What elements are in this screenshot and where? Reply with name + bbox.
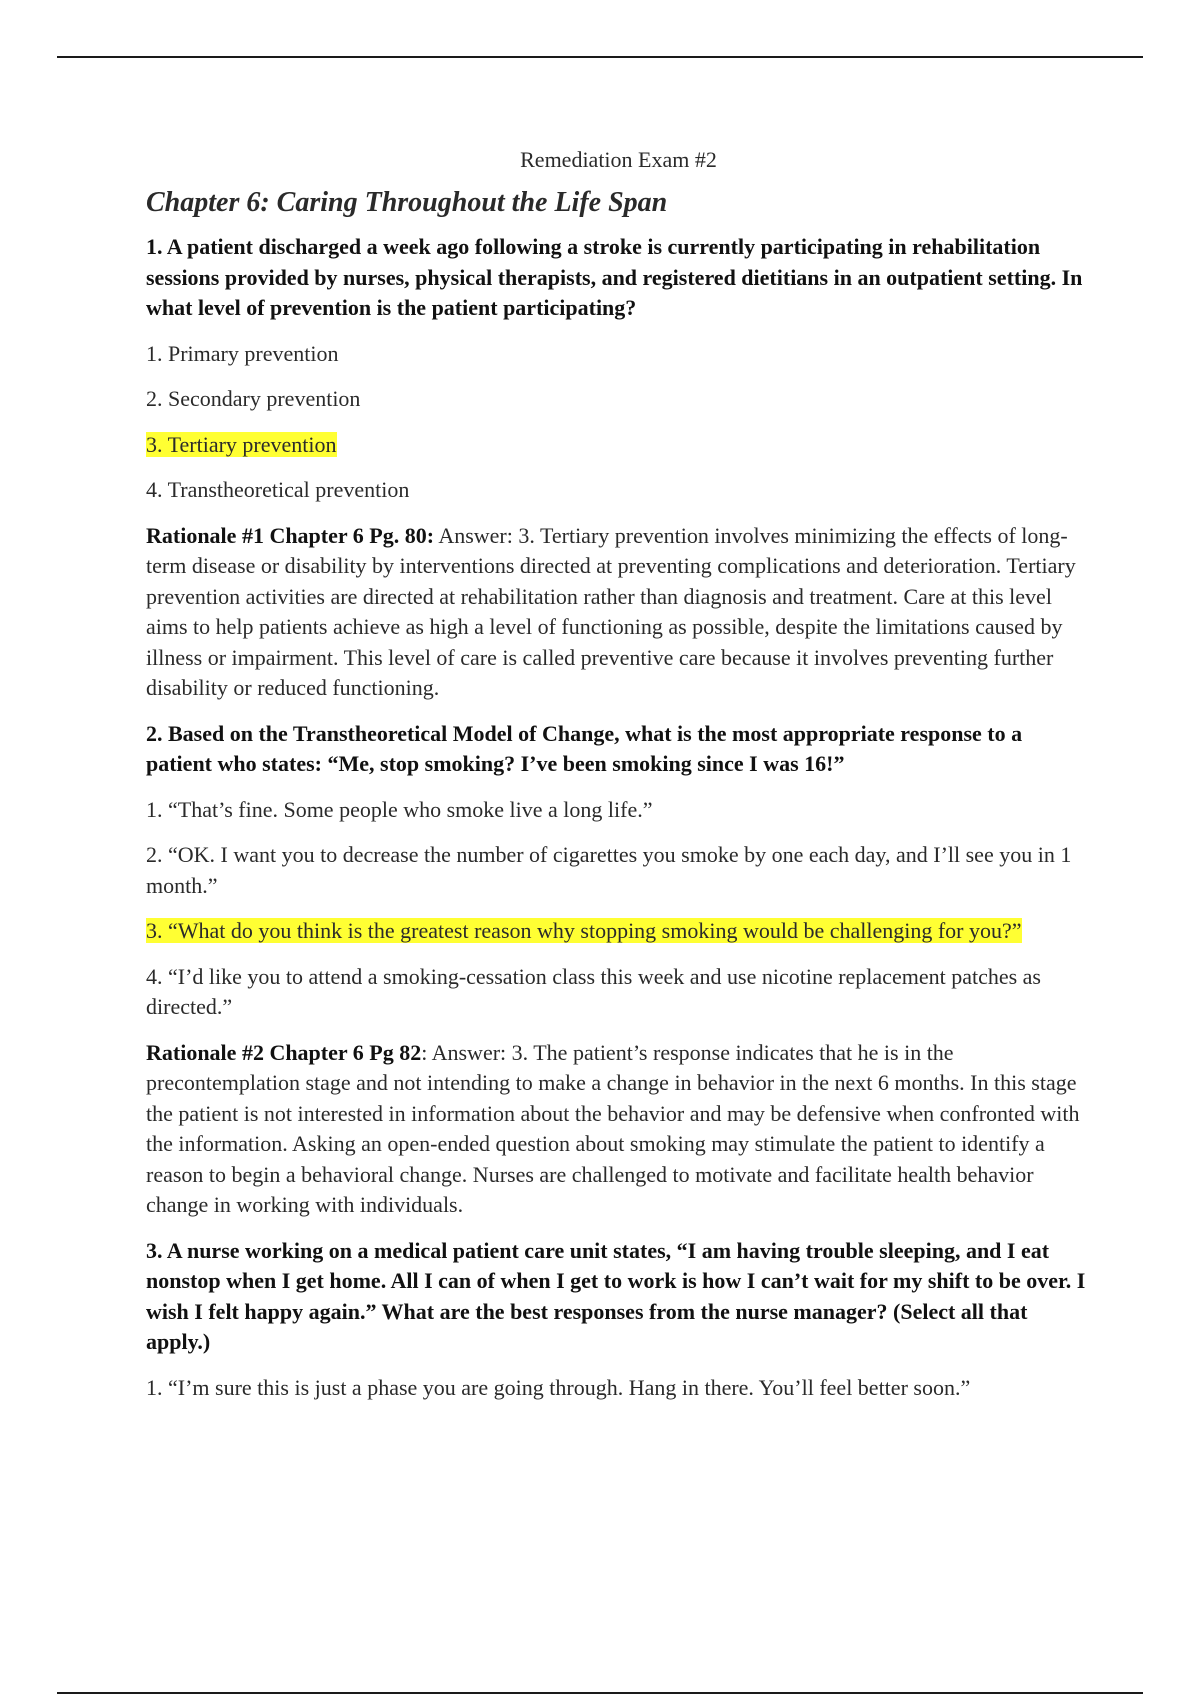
question-1-option-1: 1. Primary prevention [146, 340, 339, 366]
question-2-option-3-correct [146, 916, 1091, 947]
question-2-option-4: 4. “I’d like you to attend a smoking-cessation class this week and use nicotine replacement patches as directed.” [146, 963, 1041, 1019]
document-body [146, 140, 1091, 1418]
question-2-rationale [146, 1038, 1091, 1221]
rationale-text: Answer: 3. Tertiary prevention involves minimizing the effects of long-term disease or disability by interventions directed at preventing complications and deterioration. Tertiary prevention activities are directed at rehabilitation rather than diagnosis and treatment. Care at this level aims to help patients achieve as high a level of functioning as possible, despite the limitations caused by illness or impairment. This level of care is called preventive care because it involves preventing further disability or reduced functioning. [146, 522, 1076, 700]
question-2-stem: 2. Based on the Transtheoretical Model of Change, what is the most appropriate response to a patient who states: “Me, stop smoking? I’ve been smoking since I was 16!” [146, 720, 1023, 776]
question-1-option-2: 2. Secondary prevention [146, 386, 361, 411]
rationale-label: Rationale #2 Chapter 6 Pg 82 [146, 1039, 422, 1065]
question-2-option-1: 1. “That’s fine. Some people who smoke live a long life.” [146, 796, 653, 822]
question-1-stem: 1. A patient discharged a week ago following a stroke is currently participating in rehabilitation sessions provided by nurses, physical therapists, and registered dietitians in an outpatient setting. In what level of prevention is the patient participating? [146, 234, 1083, 320]
rationale-label: Rationale #1 Chapter 6 Pg. 80: [146, 522, 435, 548]
answer-highlight: 3. Tertiary prevention [146, 431, 337, 457]
bottom-horizontal-rule [57, 1692, 1143, 1694]
question-3-option-1: 1. “I’m sure this is just a phase you are going through. Hang in there. You’ll feel better soon.” [146, 1374, 971, 1400]
question-2-option-2: 2. “OK. I want you to decrease the number of cigarettes you smoke by one each day, and I’ll see you in 1 month.” [146, 842, 1072, 898]
answer-highlight: 3. “What do you think is the greatest reason why stopping smoking would be challenging for you?” [146, 918, 1022, 943]
question-1-rationale [146, 521, 1091, 704]
document-title: Remediation Exam #2 [520, 147, 717, 172]
question-1-option-3-correct [146, 430, 1091, 461]
top-horizontal-rule [57, 56, 1143, 58]
question-3-stem: 3. A nurse working on a medical patient care unit states, “I am having trouble sleeping, and I eat nonstop when I get home. All I can of when I get to work is how I can’t wait for my shift to be over. I wish I felt happy again.” What are the best responses from the nurse manager? (Select all that apply.) [146, 1237, 1086, 1354]
chapter-heading: Chapter 6: Caring Throughout the Life Span [146, 187, 668, 218]
question-1-option-4: 4. Transtheoretical prevention [146, 477, 410, 502]
rationale-text: : Answer: 3. The patient’s response indicates that he is in the precontemplation stage and not intending to make a change in behavior in the next 6 months. In this stage the patient is not interested in information about the behavior and may be defensive when confronted with the information. Asking an open-ended question about smoking may stimulate the patient to identify a reason to begin a behavioral change. Nurses are challenged to motivate and facilitate health behavior change in working with individuals. [146, 1039, 1080, 1217]
